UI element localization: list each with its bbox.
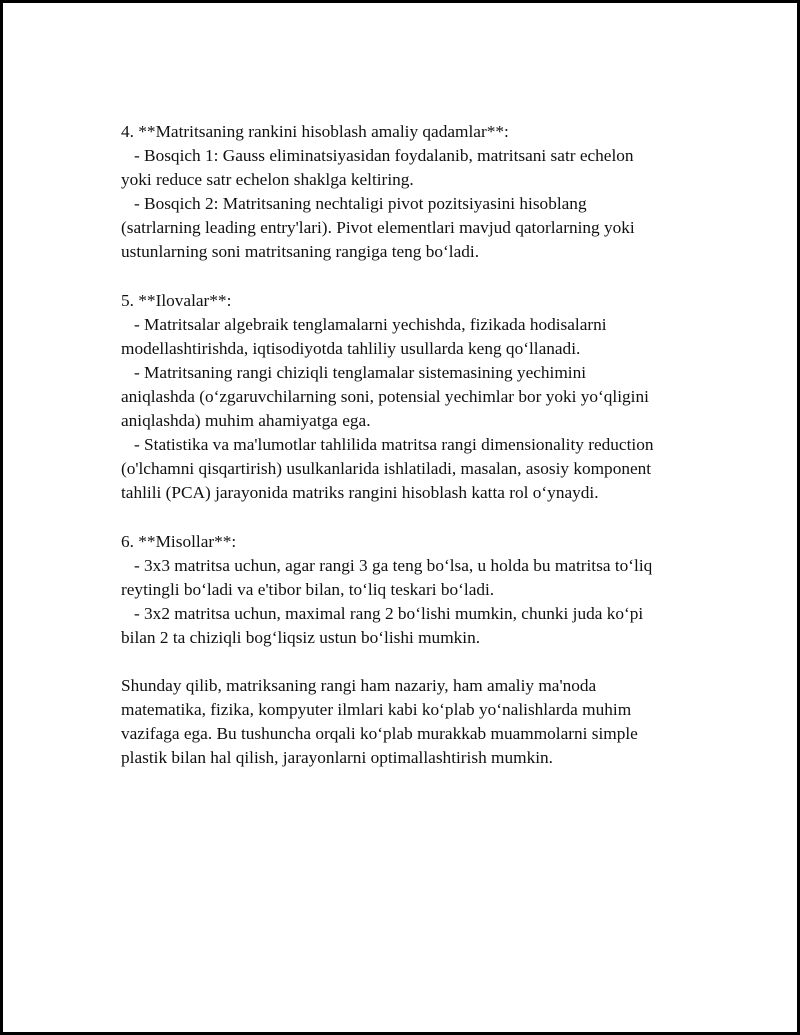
- conclusion-line: Shunday qilib, matriksaning rangi ham nazariy, ham amaliy ma'noda: [121, 676, 597, 696]
- body-line: aniqlashda (oʻzgaruvchilarning soni, potensial yechimlar bor yoki yoʻqligini: [121, 387, 649, 407]
- body-line: reytingli boʻladi va e'tibor bilan, toʻliq teskari boʻladi.: [121, 579, 495, 599]
- paragraph-spacer: [121, 506, 701, 530]
- body-line: - Matritsaning rangi chiziqli tenglamalar sistemasining yechimini: [121, 362, 587, 382]
- body-line: (o'lchamni qisqartirish) usulkanlarida ishlatiladi, masalan, asosiy komponent: [121, 459, 652, 479]
- body-line: tahlili (PCA) jarayonida matriks rangini hisoblash katta rol oʻynaydi.: [121, 483, 599, 503]
- body-line: ustunlarning soni matritsaning rangiga teng boʻladi.: [121, 242, 480, 262]
- body-line: bilan 2 ta chiziqli bogʻliqsiz ustun boʻlishi mumkin.: [121, 627, 481, 647]
- body-line: aniqlashda) muhim ahamiyatga ega.: [121, 411, 371, 431]
- body-line: - Bosqich 2: Matritsaning nechtaligi pivot pozitsiyasini hisoblang: [121, 194, 587, 214]
- body-line: modellashtirishda, iqtisodiyotda tahliliy usullarda keng qoʻllanadi.: [121, 338, 581, 358]
- section-practical-steps: [121, 120, 701, 265]
- section-heading: 5. **Ilovalar**:: [121, 290, 232, 310]
- body-line: - Statistika va ma'lumotlar tahlilida matritsa rangi dimensionality reduction: [121, 435, 654, 455]
- section-conclusion: [121, 674, 701, 770]
- section-heading: 4. **Matritsaning rankini hisoblash amaliy qadamlar**:: [121, 122, 509, 141]
- body-line: - Bosqich 1: Gauss eliminatsiyasidan foydalanib, matritsani satr echelon: [121, 146, 634, 166]
- body-line: - 3x2 matritsa uchun, maximal rang 2 boʻlishi mumkin, chunki juda koʻpi: [121, 603, 644, 623]
- body-line: - Matritsalar algebraik tenglamalarni yechishda, fizikada hodisalarni: [121, 314, 607, 334]
- body-line: - 3x3 matritsa uchun, agar rangi 3 ga teng boʻlsa, u holda bu matritsa toʻliq: [121, 555, 653, 575]
- section-examples: [121, 530, 701, 650]
- section-heading: 6. **Misollar**:: [121, 531, 237, 551]
- body-line: (satrlarning leading entry'lari). Pivot elementlari mavjud qatorlarning yoki: [121, 218, 635, 238]
- paragraph-spacer: [121, 265, 701, 289]
- conclusion-line: plastik bilan hal qilish, jarayonlarni optimallashtirish mumkin.: [121, 748, 553, 768]
- paragraph-spacer: [121, 650, 701, 674]
- body-line: yoki reduce satr echelon shaklga keltiring.: [121, 170, 414, 190]
- conclusion-line: vazifaga ega. Bu tushuncha orqali koʻplab murakkab muammolarni simple: [121, 724, 638, 744]
- conclusion-line: matematika, fizika, kompyuter ilmlari kabi koʻplab yoʻnalishlarda muhim: [121, 700, 632, 720]
- document-body: [121, 120, 701, 771]
- section-applications: [121, 289, 701, 506]
